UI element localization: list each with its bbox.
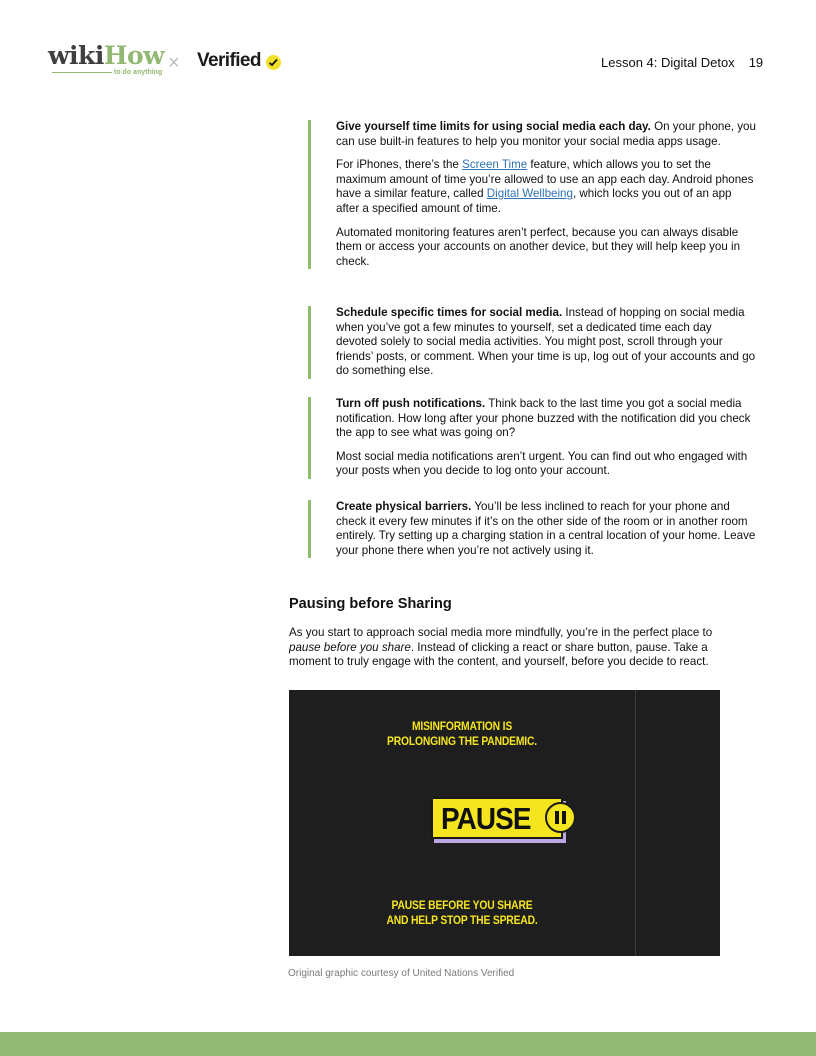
tip-paragraph: Automated monitoring features aren’t perfect, because you can always disable them or access your accounts on another device, but they will help keep you in check. [336, 225, 741, 268]
tip-title: Turn off push notifications. [336, 397, 486, 410]
pause-graphic [289, 690, 720, 956]
tip-text: , which locks you out of an app after a specified amount of time. [336, 187, 732, 215]
logo-tagline: to do anything [114, 69, 163, 76]
page-header [601, 56, 763, 69]
section-heading: Pausing before Sharing [289, 596, 452, 612]
pause-badge [431, 797, 563, 839]
section-intro [289, 626, 725, 670]
tip-title: Schedule specific times for social media. [336, 306, 563, 319]
pause-icon-bar [555, 811, 559, 824]
tip-text: Instead of hopping on social media when you’ve got a few minutes to yourself, set a dedicated time each day devoted solely to social media activities. You might post, scroll through your friends’ posts, or comment. When your time is up, log out of your accounts and go do something else. [336, 306, 756, 378]
partner-separator: × [168, 52, 180, 74]
tip-push-notifications [308, 397, 756, 479]
tip-paragraph [336, 500, 756, 558]
tip-title: Create physical barriers. [336, 500, 472, 513]
tip-text: You’ll be less inclined to reach for your phone and check it every few minutes if it’s on the other side of the room or in another room entirely. Try setting up a charging station in a central location of your home. Leave your phone there when you’re not actively using it. [336, 500, 756, 557]
tip-paragraph [336, 158, 756, 216]
lesson-title: Lesson 4: Digital Detox [601, 55, 735, 70]
tip-text: On your phone, you can use built-in features to help you monitor your social media apps usage. [336, 120, 756, 148]
tip-schedule-times [308, 306, 756, 379]
verified-logo: Verified [197, 50, 261, 71]
intro-emphasis: pause before you share [289, 640, 411, 654]
tip-title: Give yourself time limits for using social media each day. [336, 120, 651, 133]
graphic-headline-line: PROLONGING THE PANDEMIC. [387, 734, 537, 748]
page-number: 19 [748, 55, 764, 70]
tip-text: Think back to the last time you got a social media notification. How long after your phone buzzed with the notification did you check the app to see what was going on? [336, 397, 751, 440]
pause-icon [545, 802, 576, 833]
intro-text: . Instead of clicking a react or share button, pause. Take a moment to truly engage with the content, and yourself, before you decide to react. [289, 640, 709, 669]
footer-bar [0, 1032, 816, 1056]
tip-paragraph [336, 120, 756, 149]
screen-time-link[interactable]: Screen Time [462, 158, 528, 172]
graphic-divider [635, 690, 636, 956]
tip-physical-barriers [308, 500, 756, 558]
logo-underline [52, 72, 112, 73]
logo-how-text: How [103, 41, 165, 70]
tip-time-limits [308, 120, 756, 269]
graphic-caption: Original graphic courtesy of United Nations Verified [288, 968, 515, 979]
tip-paragraph: Most social media notifications aren’t urgent. You can find out who engaged with your posts when you decide to log onto your account. [336, 449, 748, 478]
graphic-tagline-line: PAUSE BEFORE YOU SHARE [391, 898, 533, 912]
intro-text: As you start to approach social media more mindfully, you’re in the perfect place to [289, 626, 713, 639]
wikihow-logo [48, 43, 164, 68]
graphic-headline-line: MISINFORMATION IS [411, 719, 513, 733]
pause-word: PAUSE [441, 801, 531, 836]
graphic-tagline-line: AND HELP STOP THE SPREAD. [386, 913, 538, 927]
tip-paragraph [336, 306, 756, 379]
graphic-tagline [313, 898, 611, 928]
graphic-headline [313, 719, 611, 749]
verified-check-icon [266, 55, 281, 70]
logo-wiki-text: wiki [48, 41, 104, 70]
digital-wellbeing-link[interactable]: Digital Wellbeing [486, 187, 573, 201]
tip-text: For iPhones, there’s the [336, 158, 463, 172]
pause-icon-bar [562, 811, 566, 824]
tip-text: feature, which allows you to set the maximum amount of time you’re allowed to use an app each day. Android phones have a similar feature, called [336, 158, 754, 201]
tip-paragraph [336, 397, 756, 441]
